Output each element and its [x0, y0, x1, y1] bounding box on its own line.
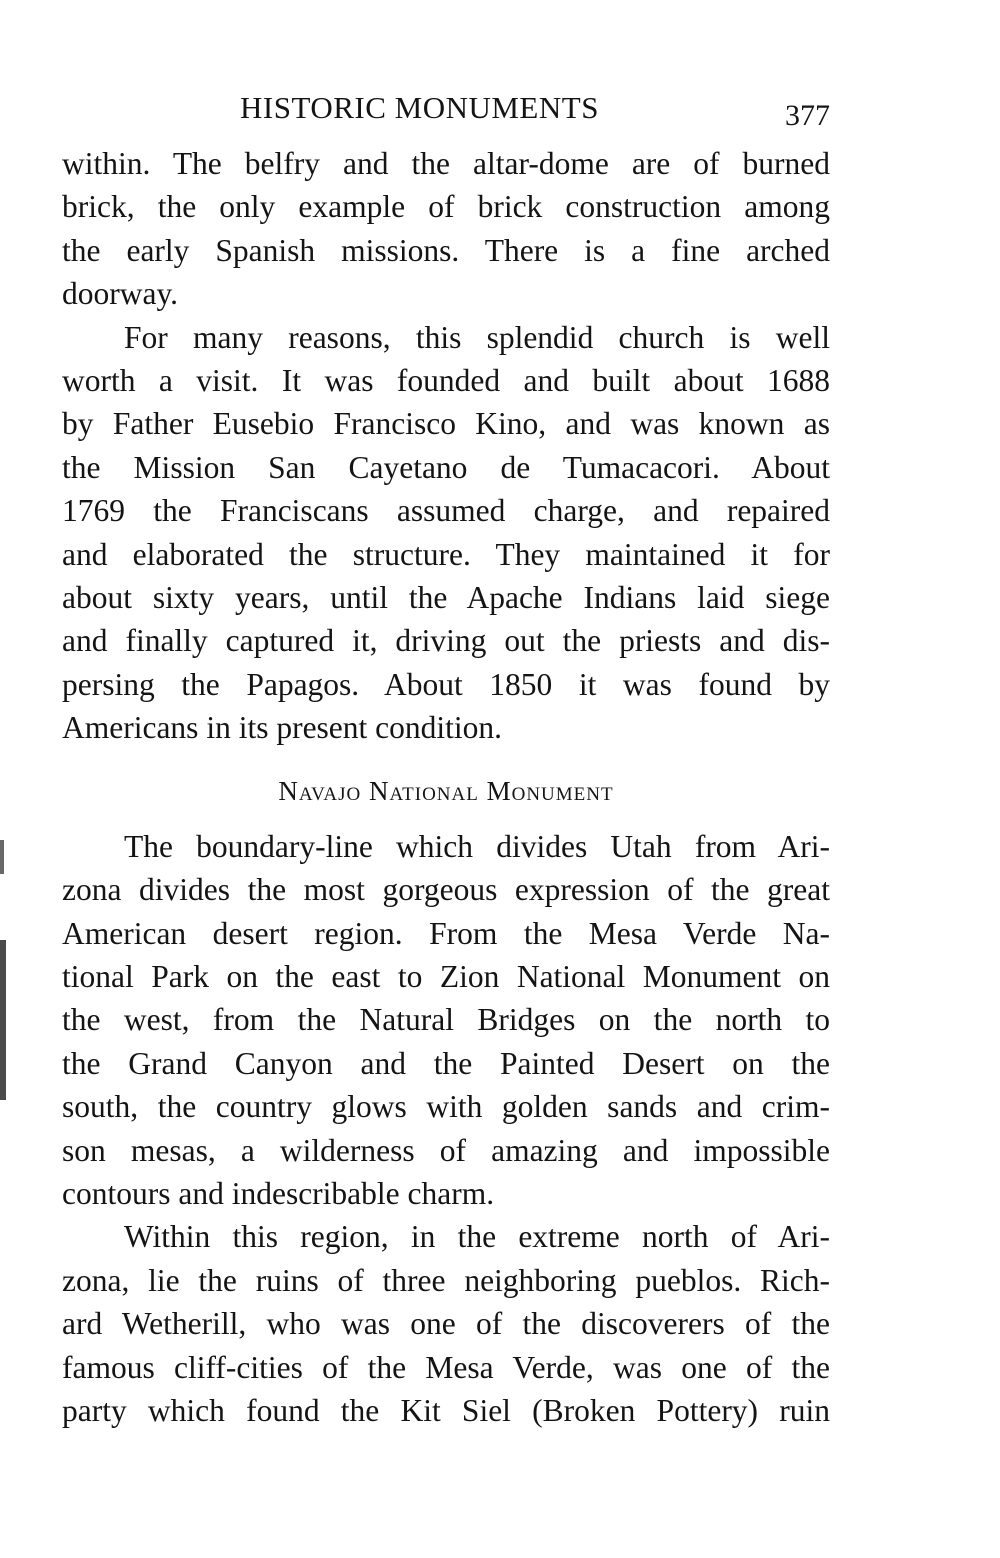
- text-line: 1769 the Franciscans assumed charge, and repaired: [62, 493, 830, 529]
- scan-binding-mark: [0, 840, 4, 874]
- running-head: [62, 86, 830, 142]
- book-page: [62, 86, 830, 1432]
- text-line: and finally captured it, driving out the priests and dis-: [62, 623, 830, 659]
- text-line: persing the Papagos. About 1850 it was found by: [62, 666, 830, 702]
- text-line: the Mission San Cayetano de Tumacacori. About: [62, 449, 830, 485]
- text-line: south, the country glows with golden sands and crim-: [62, 1089, 830, 1125]
- text-line: about sixty years, until the Apache Indians laid siege: [62, 580, 830, 616]
- text-line: by Father Eusebio Francisco Kino, and was known as: [62, 406, 830, 442]
- running-title: HISTORIC MONUMENTS: [240, 90, 599, 125]
- text-line: famous cliff-cities of the Mesa Verde, was one of the: [62, 1349, 830, 1385]
- text-line: Within this region, in the extreme north of Ari-: [124, 1219, 830, 1255]
- text-line: ard Wetherill, who was one of the discoverers of the: [62, 1306, 830, 1342]
- paragraph-pueblo-ruins: [62, 1215, 830, 1432]
- text-line: worth a visit. It was founded and built about 1688: [62, 363, 830, 399]
- text-line: brick, the only example of brick construction among: [62, 189, 830, 225]
- section-heading: Navajo National Monument: [278, 775, 614, 806]
- text-line: zona, lie the ruins of three neighboring pueblos. Rich-: [62, 1262, 830, 1298]
- paragraph-mission-history: [62, 316, 830, 750]
- text-line: Americans in its present condition.: [62, 710, 503, 746]
- text-line: zona divides the most gorgeous expression of the great: [62, 872, 830, 908]
- paragraph-continued: [62, 142, 830, 316]
- text-line: the Grand Canyon and the Painted Desert on the: [62, 1045, 830, 1081]
- text-line: the west, from the Natural Bridges on the north to: [62, 1002, 830, 1038]
- text-line: the early Spanish missions. There is a fine arched: [62, 232, 830, 268]
- paragraph-desert-region: [62, 825, 830, 1216]
- text-line: tional Park on the east to Zion National Monument on: [62, 958, 830, 994]
- text-line: American desert region. From the Mesa Verde Na-: [62, 915, 830, 951]
- scan-binding-mark: [0, 940, 6, 1100]
- page-number: 377: [785, 99, 830, 132]
- text-line: within. The belfry and the altar-dome are of burned: [62, 146, 830, 181]
- text-line: The boundary-line which divides Utah from Ari-: [124, 828, 830, 864]
- text-line: party which found the Kit Siel (Broken Pottery) ruin: [62, 1392, 830, 1428]
- text-line: son mesas, a wilderness of amazing and impossible: [62, 1132, 830, 1168]
- text-line: doorway.: [62, 276, 179, 312]
- text-line: For many reasons, this splendid church is well: [124, 319, 830, 355]
- text-line: contours and indescribable charm.: [62, 1175, 495, 1211]
- text-line: and elaborated the structure. They maintained it for: [62, 536, 830, 572]
